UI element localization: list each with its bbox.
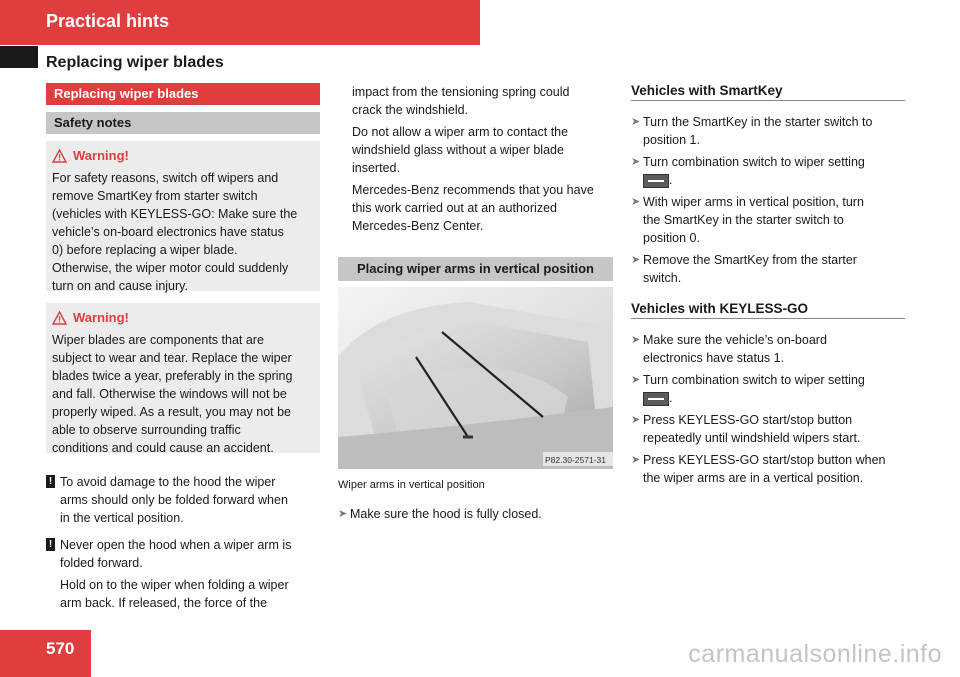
subsection-bar: Safety notes: [46, 112, 320, 134]
warning-line: and fall. Otherwise the windows will not be: [52, 387, 287, 401]
arrow-right-icon: ➤: [631, 374, 641, 386]
warning-line: remove SmartKey from starter switch: [52, 189, 258, 203]
step-line: .: [669, 173, 673, 187]
step-line: Press KEYLESS-GO start/stop button when: [643, 453, 886, 467]
photo-caption: Wiper arms in vertical position: [338, 479, 485, 491]
smartkey-step: [631, 251, 905, 287]
note-line: Hold on to the wiper when folding a wiper: [60, 578, 289, 592]
column-3: [631, 83, 905, 491]
column-2: [338, 83, 613, 235]
text-line: crack the windshield.: [352, 103, 469, 117]
step-line: Make sure the vehicle’s on-board: [643, 333, 827, 347]
warning-line: turn on and cause injury.: [52, 279, 188, 293]
chapter-tab: [0, 0, 480, 45]
keyless-step: [631, 411, 905, 447]
warning-triangle-icon: [52, 311, 67, 325]
heading-keyless-go: Vehicles with KEYLESS-GO: [631, 301, 905, 319]
warning-header: [52, 309, 314, 327]
warning-line: 0) before replacing a wiper blade.: [52, 243, 238, 257]
page-number: 570: [46, 639, 75, 658]
warning-line: (vehicles with KEYLESS-GO: Make sure the: [52, 207, 298, 221]
note-line: arms should only be folded forward when: [60, 493, 288, 507]
arrow-right-icon: ➤: [631, 414, 641, 426]
section-marker: [0, 46, 38, 68]
wiper-photo: [338, 287, 613, 469]
note-line: Never open the hood when a wiper arm is: [60, 538, 292, 552]
step-line: switch.: [643, 271, 682, 285]
exclamation-icon: !: [46, 538, 55, 551]
heading-smartkey: Vehicles with SmartKey: [631, 83, 905, 101]
warning-title: Warning!: [73, 148, 129, 163]
step-line: the SmartKey in the starter switch to: [643, 213, 844, 227]
vertical-position-bar: Placing wiper arms in vertical position: [338, 257, 613, 281]
warning-line: properly wiped. As a result, you may not be: [52, 405, 292, 419]
step-line: With wiper arms in vertical position, turn: [643, 195, 864, 209]
text-line: impact from the tensioning spring could: [352, 85, 570, 99]
step-line: Remove the SmartKey from the starter: [643, 253, 857, 267]
note-line: in the vertical position.: [60, 511, 184, 525]
warning-line: Otherwise, the wiper motor could suddenly: [52, 261, 289, 275]
step-line: Turn combination switch to wiper setting: [643, 373, 865, 387]
step-line: repeatedly until windshield wipers start.: [643, 431, 861, 445]
note-line: arm back. If released, the force of the: [60, 596, 268, 610]
exclamation-icon: !: [46, 475, 55, 488]
keyless-step: [631, 371, 905, 407]
warning-line: conditions and could cause an accident.: [52, 441, 274, 455]
step-text: Make sure the hood is fully closed.: [350, 507, 542, 521]
arrow-right-icon: ➤: [338, 508, 348, 520]
arrow-right-icon: ➤: [631, 156, 641, 168]
step-line: Turn combination switch to wiper setting: [643, 155, 865, 169]
warning-line: able to observe surrounding traffic: [52, 423, 241, 437]
step-line: Turn the SmartKey in the starter switch to: [643, 115, 873, 129]
section-title: Replacing wiper blades: [46, 54, 224, 71]
step-line: position 0.: [643, 231, 700, 245]
warning-box-1: [46, 141, 320, 291]
warning-line: blades twice a year, preferably in the spring: [52, 369, 293, 383]
warning-header: [52, 147, 314, 165]
note-line: folded forward.: [60, 556, 143, 570]
warning-triangle-icon: [52, 149, 67, 163]
warning-line: Wiper blades are components that are: [52, 333, 264, 347]
wiper-setting-icon: [643, 392, 669, 406]
wiper-illustration: [338, 287, 613, 469]
section-bar: Replacing wiper blades: [46, 83, 320, 105]
note-1: [46, 473, 320, 527]
keyless-step: [631, 451, 905, 487]
note-line: To avoid damage to the hood the wiper: [60, 475, 276, 489]
step-line: electronics have status 1.: [643, 351, 785, 365]
arrow-right-icon: ➤: [631, 454, 641, 466]
arrow-right-icon: ➤: [631, 254, 641, 266]
warning-line: vehicle’s on-board electronics have status: [52, 225, 284, 239]
arrow-right-icon: ➤: [631, 116, 641, 128]
warning-line: For safety reasons, switch off wipers and: [52, 171, 279, 185]
wiper-setting-icon: [643, 174, 669, 188]
step-line: .: [669, 391, 673, 405]
watermark: carmanualsonline.info: [688, 640, 942, 668]
step-hood: [338, 505, 625, 523]
smartkey-step: [631, 193, 905, 247]
photo-code: P82.30-2571-31: [545, 455, 606, 465]
text-line: Do not allow a wiper arm to contact the: [352, 125, 569, 139]
text-line: windshield glass without a wiper blade: [352, 143, 564, 157]
continued-text: [338, 83, 613, 235]
text-line: inserted.: [352, 161, 400, 175]
note-2: [46, 536, 320, 612]
step-line: the wiper arms are in a vertical position.: [643, 471, 864, 485]
warning-box-2: [46, 303, 320, 453]
arrow-right-icon: ➤: [631, 334, 641, 346]
text-line: Mercedes-Benz recommends that you have: [352, 183, 594, 197]
keyless-step: [631, 331, 905, 367]
text-line: this work carried out at an authorized: [352, 201, 557, 215]
smartkey-step: [631, 113, 905, 149]
column-1: [46, 83, 320, 612]
arrow-right-icon: ➤: [631, 196, 641, 208]
smartkey-step: [631, 153, 905, 189]
warning-title: Warning!: [73, 310, 129, 325]
step-line: Press KEYLESS-GO start/stop button: [643, 413, 853, 427]
chapter-title: Practical hints: [46, 11, 170, 31]
text-line: Mercedes-Benz Center.: [352, 219, 484, 233]
step-line: position 1.: [643, 133, 700, 147]
page-number-tab: [0, 630, 91, 677]
warning-line: subject to wear and tear. Replace the wiper: [52, 351, 292, 365]
